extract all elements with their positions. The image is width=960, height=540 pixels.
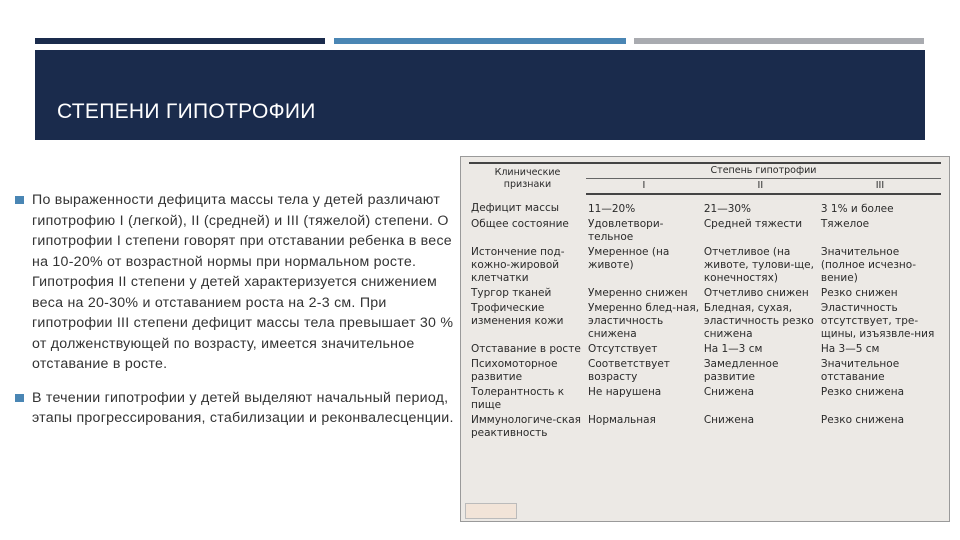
cell-degree-1: Не нарушена	[588, 386, 662, 398]
accent-bar-blue	[334, 38, 626, 44]
table-row	[469, 217, 941, 245]
col-header-signs: Клинические признаки	[469, 163, 586, 194]
cell-sign: Отставание в росте	[471, 343, 581, 355]
cell-sign: Истончение под-кожно-жировой клетчатки	[471, 246, 565, 284]
cell-degree-2: 21—30%	[703, 203, 752, 215]
cell-degree-2: Средней тяжести	[703, 218, 803, 230]
table-row	[469, 194, 941, 217]
cell-degree-3: 3 1% и более	[820, 203, 894, 215]
cell-degree-3: Резко снижена	[820, 386, 905, 398]
bullet-text: В течении гипотрофии у детей выделяют начальный период, этапы прогрессирования, стабилизации и реконвалесценции.	[32, 389, 454, 426]
cell-degree-2: Бледная, сухая, эластичность резко снижена	[703, 302, 814, 340]
cell-sign: Тургор тканей	[471, 287, 552, 299]
cell-degree-3: Значительное (полное исчезно-вение)	[820, 246, 916, 284]
table-row	[469, 342, 941, 357]
cell-degree-2: Замедленное развитие	[703, 358, 779, 383]
cell-degree-1: Соответствует возрасту	[588, 358, 670, 383]
cell-degree-1: Нормальная	[588, 414, 656, 426]
cell-degree-3: На 3—5 см	[820, 343, 880, 355]
col-header-degree: Степень гипотрофии	[586, 163, 941, 179]
cell-degree-2: На 1—3 см	[703, 343, 763, 355]
cell-sign: Трофические изменения кожи	[471, 302, 564, 327]
cell-degree-2: Снижена	[703, 386, 755, 398]
cell-sign: Иммунологиче-ская реактивность	[471, 414, 581, 439]
cell-degree-1: Умеренно снижен	[588, 287, 688, 299]
cell-sign: Психомоторное развитие	[471, 358, 558, 383]
table-row	[469, 357, 941, 385]
scan-artifact	[465, 503, 517, 519]
cell-sign: Толерантность к пище	[471, 386, 565, 411]
cell-degree-1: Отсутствует	[588, 343, 658, 355]
cell-degree-1: 11—20%	[588, 203, 636, 215]
cell-degree-2: Отчетливо снижен	[703, 287, 809, 299]
table-row	[469, 301, 941, 342]
bullet-list	[15, 190, 455, 442]
hypotrophy-table	[469, 162, 941, 441]
cell-sign: Дефицит массы	[471, 202, 560, 214]
table-row	[469, 385, 941, 413]
bullet-item	[15, 190, 455, 375]
degree-2-header: II	[702, 179, 819, 195]
cell-degree-3: Резко снижена	[820, 414, 905, 426]
cell-degree-2: Снижена	[703, 414, 755, 426]
hypotrophy-table-image	[460, 156, 950, 522]
cell-degree-1: Умеренно блед-ная, эластичность снижена	[588, 302, 700, 340]
table-row	[469, 286, 941, 301]
accent-bar-dark	[35, 38, 325, 44]
bullet-square-icon	[15, 196, 24, 204]
cell-degree-3: Резко снижен	[820, 287, 898, 299]
cell-degree-1: Удовлетвори-тельное	[588, 218, 664, 243]
title-band	[35, 50, 925, 140]
cell-degree-2: Отчетливое (на животе, тулови-ще, конечностях)	[703, 246, 814, 284]
table-row	[469, 413, 941, 441]
bullet-text: По выраженности дефицита массы тела у детей различают гипотрофию I (легкой), II (средней) и III (тяжелой) степени. О гипотрофии I степени говорят при отставании ребенка в весе на 10-20% от возрастной нормы при нормальном росте. Гипотрофия II степени у детей характеризуется снижением веса на 20-30% и отставанием роста на 2-3 см. При гипотрофии III степени дефицит массы тела превышает 30 % от долженствующей по возрасту, имеется значительное отставание в росте.	[32, 192, 454, 372]
accent-bar-gray	[634, 38, 924, 44]
degree-1-header: I	[586, 179, 702, 195]
degree-3-header: III	[819, 179, 941, 195]
cell-sign: Общее состояние	[471, 218, 569, 230]
slide-title: СТЕПЕНИ ГИПОТРОФИИ	[57, 100, 316, 123]
cell-degree-3: Значительное отставание	[820, 358, 900, 383]
cell-degree-3: Тяжелое	[820, 218, 870, 230]
cell-degree-1: Умеренное (на животе)	[588, 246, 670, 271]
table-row	[469, 245, 941, 286]
bullet-square-icon	[15, 394, 24, 402]
cell-degree-3: Эластичность отсутствует, тре-щины, изъязвле-ния	[820, 302, 935, 340]
bullet-item	[15, 388, 455, 429]
